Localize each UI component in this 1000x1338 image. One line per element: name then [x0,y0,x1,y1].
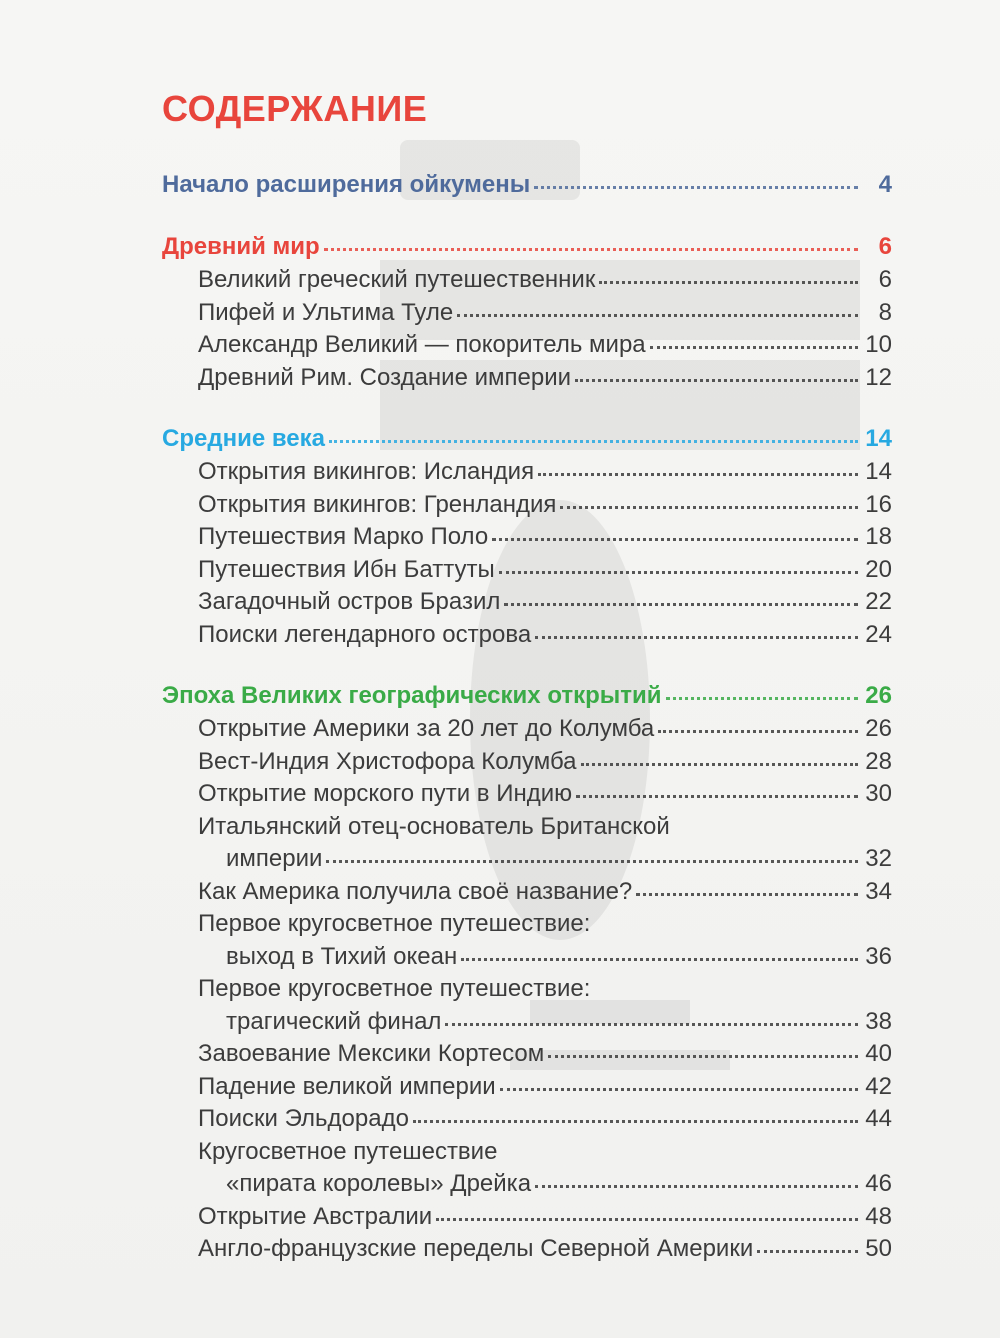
toc-entry-page: 20 [865,555,892,583]
toc-section-title: Начало расширения ойкумены [162,171,531,198]
toc-entry-page: 10 [865,331,892,358]
toc-entry[interactable] [162,521,892,554]
toc-entry-first-line[interactable]: Первое кругосветное путешествие: [198,975,591,1002]
toc-entry-page: 18 [865,523,892,550]
toc-entry-label: Открытия викингов: Гренландия [198,490,557,518]
toc-section-page: 14 [865,425,892,452]
toc-entry-first-line[interactable]: Итальянский отец-основатель Британской [198,812,670,840]
toc-section-heading[interactable] [162,168,892,202]
toc-entry-first-line[interactable]: Кругосветное путешествие [198,1137,498,1165]
toc-entry-page: 34 [865,877,892,905]
toc-entry[interactable] [162,1103,892,1136]
toc-section-page: 26 [865,682,892,709]
toc-entry-label: Путешествия Марко Поло [198,523,489,550]
toc-entry-label: Поиски Эльдорадо [198,1105,409,1132]
toc-entry[interactable] [162,586,892,619]
dot-leader [413,1100,858,1123]
toc-entry-label: Путешествия Ибн Баттуты [198,555,495,583]
dot-leader [548,1035,858,1058]
toc-entry-label: трагический финал [226,1007,442,1035]
toc-entry-label: Александр Великий — покоритель мира [198,331,646,358]
dot-leader [560,486,858,509]
toc-entry-page: 8 [878,298,892,326]
toc-entry[interactable] [162,1006,892,1039]
toc-entry-page: 6 [878,266,892,293]
dot-leader [576,775,858,798]
toc-entry-page: 14 [865,458,892,485]
toc-entry[interactable] [162,362,892,395]
toc-section-title: Древний мир [162,233,320,260]
dot-leader [499,551,858,574]
toc-section [162,230,892,394]
dot-leader [492,518,858,541]
toc-entry-label: Англо-французские переделы Северной Америки [198,1235,754,1262]
toc-entry-first-line[interactable]: Первое кругосветное путешествие: [198,910,591,937]
toc-entry[interactable] [162,456,892,489]
toc-entry-label: Великий греческий путешественник [198,266,596,293]
toc-entry-label: выход в Тихий океан [226,942,458,970]
toc-entry[interactable] [162,843,892,876]
toc-entry[interactable] [162,264,892,297]
toc-entry[interactable] [162,941,892,974]
dot-leader [457,294,858,317]
dot-leader [326,840,858,863]
toc-entry[interactable] [162,554,892,587]
toc-entry-page: 24 [865,620,892,648]
toc-entry-label: Падение великой империи [198,1072,496,1100]
toc-entry-label: Открытия викингов: Исландия [198,458,535,485]
toc-entry[interactable] [162,746,892,779]
toc-entry-page: 30 [865,780,892,807]
dot-leader [636,873,858,896]
toc-entry-label: Открытие Америки за 20 лет до Колумба [198,715,655,742]
toc-section-heading[interactable] [162,679,892,713]
toc-entry-page: 46 [865,1170,892,1197]
toc-section [162,168,892,202]
toc-entry[interactable] [162,1168,892,1201]
toc-entry[interactable] [162,713,892,746]
toc-entry[interactable] [162,297,892,330]
dot-leader [500,1068,858,1091]
toc-entry[interactable] [162,778,892,811]
toc-entry-label: империи [226,845,323,872]
table-of-contents [162,168,892,1294]
toc-section-heading[interactable] [162,422,892,456]
toc-entry-label: Завоевание Мексики Кортесом [198,1040,545,1067]
dot-leader [538,453,858,476]
toc-entry-page: 26 [865,715,892,742]
toc-entry-page: 48 [865,1202,892,1230]
toc-entry-page: 22 [865,588,892,615]
toc-entry-page: 44 [865,1105,892,1132]
toc-section-title: Эпоха Великих географических открытий [162,682,662,709]
toc-entry-label: Вест-Индия Христофора Колумба [198,747,577,775]
toc-entry[interactable] [162,329,892,362]
dot-leader [757,1230,858,1253]
toc-section-page: 4 [878,171,892,198]
dot-leader [504,583,858,606]
toc-entry-page: 50 [865,1235,892,1262]
toc-section [162,422,892,651]
toc-entry[interactable] [162,876,892,909]
toc-section [162,679,892,1266]
dot-leader [461,938,858,961]
toc-entry-label: Загадочный остров Бразил [198,588,501,615]
toc-title: СОДЕРЖАНИЕ [162,88,428,129]
dot-leader [436,1198,858,1221]
toc-entry-label: Поиски легендарного острова [198,620,532,648]
dot-leader [575,359,858,382]
toc-entry[interactable] [162,1233,892,1266]
toc-entry[interactable] [162,1201,892,1234]
toc-section-title: Средние века [162,425,325,452]
toc-entry-label: Открытие морского пути в Индию [198,780,573,807]
dot-leader [324,228,858,251]
toc-entry-label: Пифей и Ультима Туле [198,298,454,326]
toc-entry-page: 32 [865,845,892,872]
toc-entry-page: 40 [865,1040,892,1067]
toc-entry-page: 28 [865,747,892,775]
toc-entry-label: Открытие Австралии [198,1202,433,1230]
toc-entry[interactable] [162,489,892,522]
toc-section-heading[interactable] [162,230,892,264]
dot-leader [650,326,858,349]
toc-entry-page: 12 [865,363,892,391]
toc-entry-page: 36 [865,942,892,970]
dot-leader [666,677,858,700]
toc-entry-label: Как Америка получила своё название? [198,877,633,905]
dot-leader [329,420,858,443]
toc-entry-page: 42 [865,1072,892,1100]
toc-entry-label: Древний Рим. Создание империи [198,363,572,391]
toc-entry-label: «пирата королевы» Дрейка [226,1170,532,1197]
toc-entry[interactable] [162,619,892,652]
dot-leader [445,1003,858,1026]
toc-entry-page: 16 [865,490,892,518]
dot-leader [535,616,858,639]
toc-entry[interactable] [162,1071,892,1104]
dot-leader [581,743,858,766]
toc-entry-page: 38 [865,1007,892,1035]
toc-section-page: 6 [878,233,892,260]
toc-entry[interactable] [162,1038,892,1071]
dot-leader [534,166,858,189]
dot-leader [599,261,858,284]
dot-leader [658,710,858,733]
dot-leader [535,1165,858,1188]
